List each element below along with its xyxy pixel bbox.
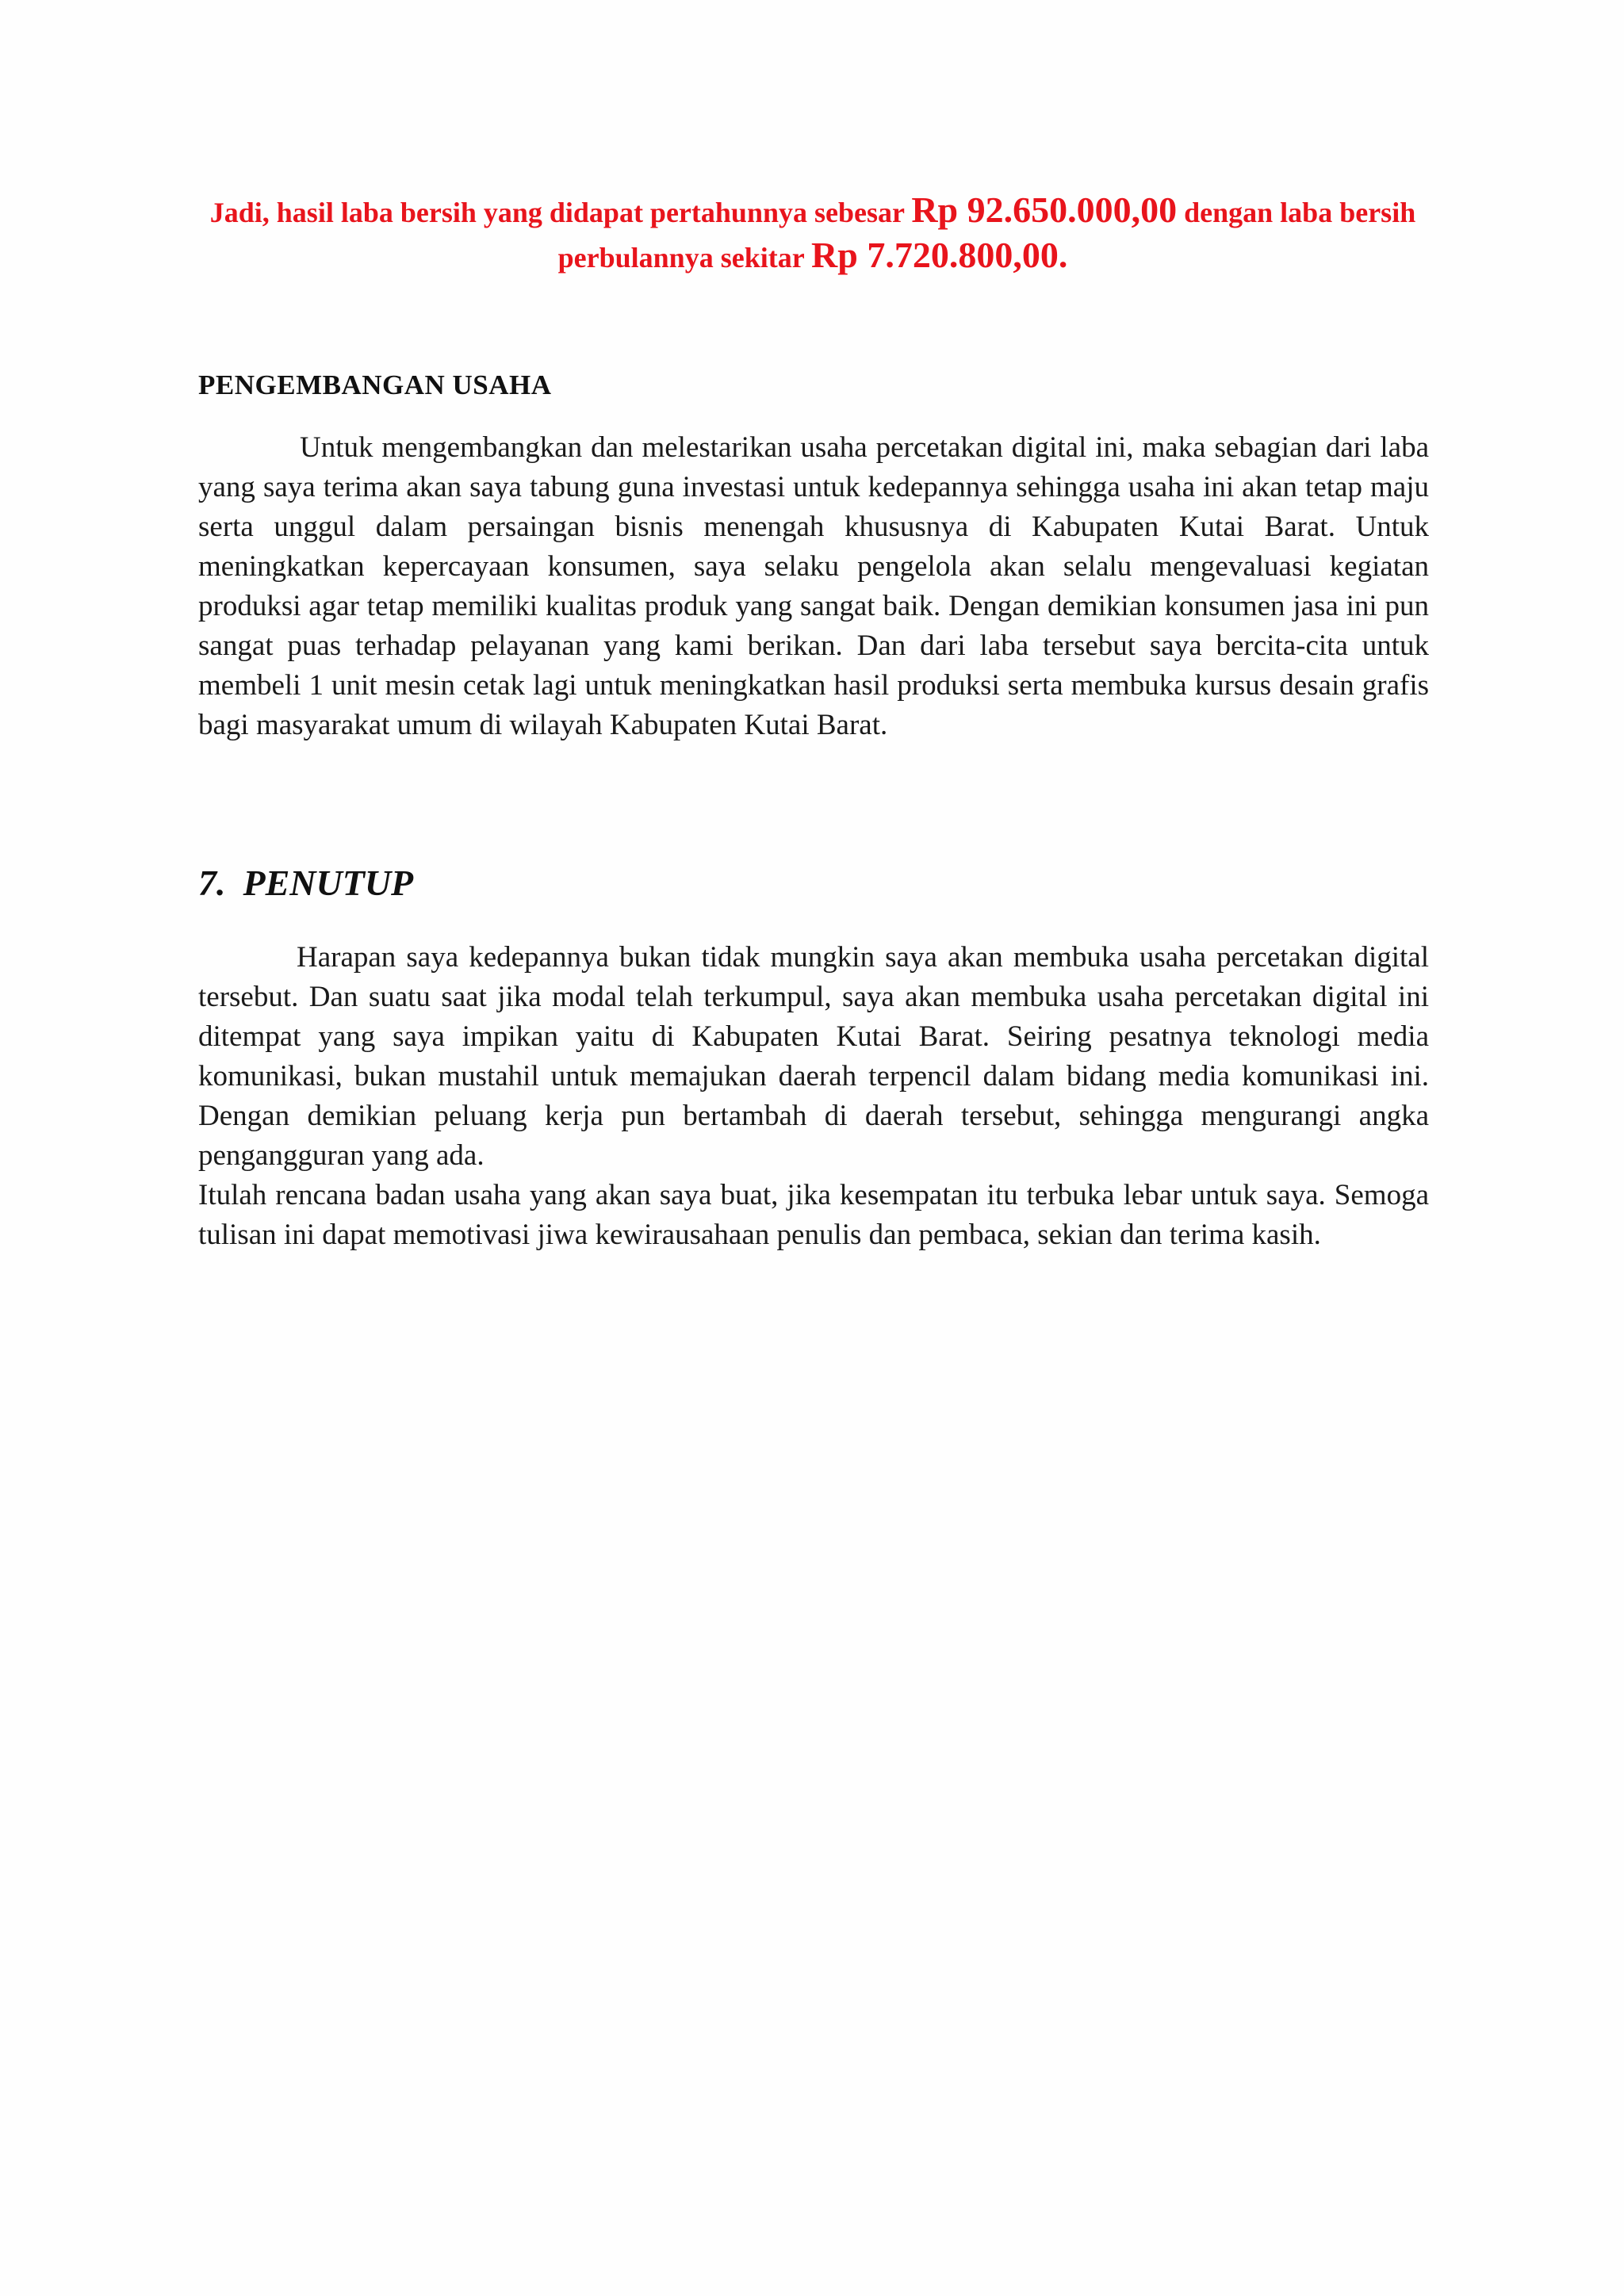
annual-profit-amount: Rp 92.650.000,00 [911, 189, 1178, 230]
business-development-heading: PENGEMBANGAN USAHA [198, 369, 552, 400]
monthly-profit-amount: Rp 7.720.800,00. [811, 235, 1068, 275]
business-development-paragraph: Untuk mengembangkan dan melestarikan usaha percetakan digital ini, maka sebagian dari laba yang saya terima akan saya tabung guna investasi untuk kedepannya sehingga usaha ini akan tetap maju serta unggul dalam persaingan bisnis menengah khususnya di Kabupaten Kutai Barat. Untuk meningkatkan kepercayaan konsumen, saya selaku pengelola akan selalu mengevaluasi kegiatan produksi agar tetap memiliki kualitas produk yang sangat baik. Dengan demikian konsumen jasa ini pun sangat puas terhadap pelayanan yang kami berikan. Dan dari laba tersebut saya bercita-cita untuk membeli 1 unit mesin cetak lagi untuk meningkatkan hasil produksi serta membuka kursus desain grafis bagi masyarakat umum di wilayah Kabupaten Kutai Barat. [198, 431, 1429, 741]
summary-text-1: Jadi, hasil laba bersih yang didapat pertahunnya sebesar [209, 197, 912, 228]
closing-section-heading [198, 862, 413, 904]
closing-paragraph-2: Itulah rencana badan usaha yang akan saya buat, jika kesempatan itu terbuka lebar untuk saya. Semoga tulisan ini dapat memotivasi jiwa kewirausahaan penulis dan pembaca, sekian dan terima kasih. [198, 1179, 1429, 1251]
section-number: 7. [198, 863, 226, 903]
profit-summary [198, 189, 1427, 279]
summary-text-2: dengan laba bersih perbulannya sekitar [557, 197, 1416, 274]
closing-paragraph-1: Harapan saya kedepannya bukan tidak mungkin saya akan membuka usaha percetakan digital tersebut. Dan suatu saat jika modal telah terkumpul, saya akan membuka usaha percetakan digital ini ditempat yang saya impikan yaitu di Kabupaten Kutai Barat. Seiring pesatnya teknologi media komunikasi, bukan mustahil untuk memajukan daerah terpencil dalam bidang media komunikasi ini. Dengan demikian peluang kerja pun bertambah di daerah tersebut, sehingga mengurangi angka pengangguran yang ada. [198, 941, 1429, 1172]
section-title: PENUTUP [243, 863, 414, 903]
